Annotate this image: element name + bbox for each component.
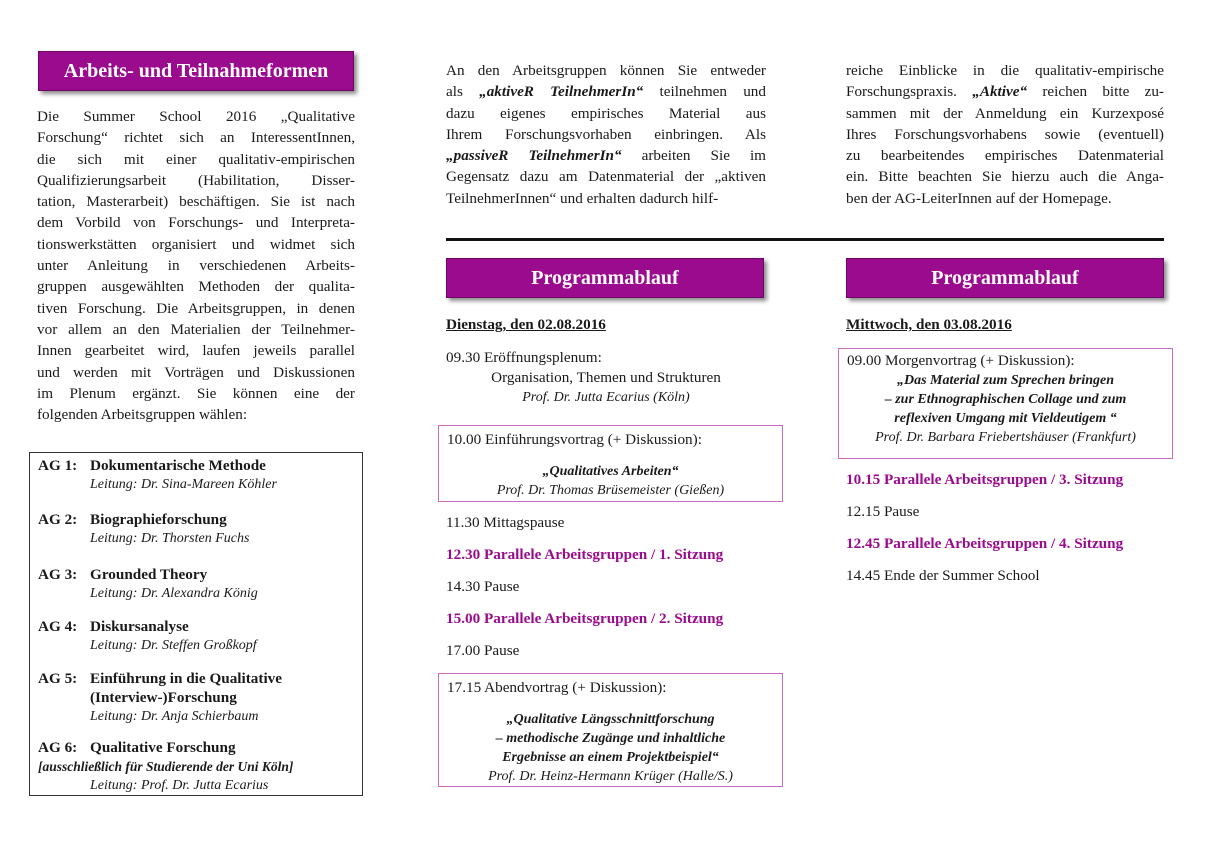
morning-talk-head: 09.00 Morgenvortrag (+ Diskussion):	[847, 352, 1075, 369]
group-number: AG 4:	[38, 618, 78, 635]
evening-talk-title-1: „Qualitative Längsschnittforschung	[506, 712, 715, 727]
intro-talk-speaker: Prof. Dr. Thomas Brüsemeister (Gießen)	[496, 483, 725, 498]
paragraph-line: Forschung“ richtet sich an InteressentInnen,	[37, 129, 355, 147]
pause-3: 12.15 Pause	[846, 503, 920, 520]
working-group-6	[38, 738, 358, 795]
intro-talk-box	[438, 425, 783, 502]
group-title: Einführung in die Qualitative	[90, 670, 282, 687]
evening-talk-box	[438, 673, 783, 787]
working-groups-box	[29, 452, 363, 796]
group-note: [ausschließlich für Studierende der Uni Köln]	[38, 759, 294, 774]
group-leader: Leitung: Dr. Steffen Großkopf	[90, 638, 257, 653]
line-text: arbeiten Sie im	[621, 147, 766, 165]
paragraph-line: Die Summer School 2016 „Qualitative	[37, 108, 355, 125]
paragraph-line: tation, Masterarbeit) beschäftigen. Sie ist nach	[37, 193, 355, 211]
paragraph-line: Qualifizierungsarbeit (Habilitation, Disser-	[37, 171, 355, 189]
evening-talk-head: 17.15 Abendvortrag (+ Diskussion):	[447, 679, 667, 696]
opening-speaker: Prof. Dr. Jutta Ecarius (Köln)	[522, 390, 690, 405]
intro-talk-head: 10.00 Einführungsvortrag (+ Diskussion):	[447, 431, 702, 448]
group-title: Dokumentarische Methode	[90, 457, 266, 474]
line-text: sammen mit der Anmeldung ein Kurzexposé	[846, 104, 1164, 122]
working-group-4	[38, 617, 358, 655]
banner-programmablauf-day2	[846, 258, 1164, 298]
group-number: AG 3:	[38, 566, 78, 583]
morning-talk-box	[838, 348, 1173, 459]
paragraph-line	[846, 81, 1164, 102]
section-divider	[446, 238, 1164, 241]
banner-label: Programmablauf	[531, 266, 679, 289]
group-title: Qualitative Forschung	[90, 739, 236, 756]
line-text: Gegensatz dazu am Datenmaterial der „aktiven	[446, 168, 766, 186]
banner-label: Programmablauf	[931, 266, 1079, 289]
paragraph-line	[446, 166, 766, 187]
paragraph-line	[846, 188, 1164, 209]
working-group-3	[38, 565, 358, 603]
line-text: Ihrem Forschungsvorhaben einbringen. Als	[446, 125, 766, 143]
session-2: 15.00 Parallele Arbeitsgruppen / 2. Sitzung	[446, 610, 724, 627]
line-text: reiche Einblicke in die qualitativ-empirische	[846, 62, 1164, 79]
paragraph-line	[446, 145, 766, 166]
group-leader: Leitung: Dr. Alexandra König	[90, 586, 258, 601]
paragraph-line: unter Anleitung in verschiedenen Arbeits-	[37, 257, 355, 275]
pause-1: 14.30 Pause	[446, 578, 520, 595]
emphasis-text: „passiveR TeilnehmerIn“	[446, 147, 622, 165]
paragraph-line	[446, 81, 766, 102]
paragraph-line: vor allem an den Materialien der Teilnehmer-	[37, 320, 355, 338]
line-text: teilnehmen und	[643, 83, 766, 101]
line-text: Forschungspraxis.	[846, 83, 973, 101]
banner-programmablauf-day1	[446, 258, 764, 298]
line-text: ein. Bitte beachten Sie hierzu auch die Anga-	[846, 168, 1164, 186]
group-leader: Leitung: Prof. Dr. Jutta Ecarius	[90, 778, 269, 793]
paragraph-line	[846, 145, 1164, 166]
paragraph-line: tionswerkstätten organisiert und widmet sich	[37, 235, 355, 253]
participation-paragraph	[446, 60, 766, 209]
paragraph-line	[846, 166, 1164, 187]
session-3: 10.15 Parallele Arbeitsgruppen / 3. Sitzung	[846, 471, 1124, 488]
morning-talk-title-1: „Das Material zum Sprechen bringen	[896, 373, 1115, 388]
paragraph-line	[846, 124, 1164, 145]
pause-2: 17.00 Pause	[446, 642, 520, 659]
group-title: Biographieforschung	[90, 511, 227, 528]
group-number: AG 5:	[38, 670, 78, 687]
line-text: als	[446, 83, 480, 101]
evening-talk-title-2: – methodische Zugänge und inhaltliche	[495, 731, 726, 746]
group-leader: Leitung: Dr. Anja Schierbaum	[90, 709, 259, 724]
opening-time: 09.30 Eröffnungsplenum:	[446, 349, 602, 366]
session-4: 12.45 Parallele Arbeitsgruppen / 4. Sitzung	[846, 535, 1124, 552]
line-text: dazu eigenes empirisches Material aus	[446, 104, 766, 122]
paragraph-line	[446, 124, 766, 145]
line-text: reichen bitte zu-	[1027, 83, 1164, 101]
paragraph-line: gruppen ausgewählten Methoden der qualita-	[37, 278, 355, 296]
paragraph-line	[846, 60, 1164, 81]
evening-talk-speaker: Prof. Dr. Heinz-Hermann Krüger (Halle/S.)	[488, 769, 733, 784]
group-number: AG 6:	[38, 739, 78, 756]
paragraph-line: Innen gearbeitet wird, laufen jeweils parallel	[37, 342, 355, 360]
emphasis-text: „Aktive“	[972, 83, 1028, 101]
paragraph-line: folgenden Arbeitsgruppen wählen:	[37, 406, 248, 424]
emphasis-text: „aktiveR TeilnehmerIn“	[479, 83, 644, 101]
line-text: ben der AG-LeiterInnen auf der Homepage.	[846, 189, 1112, 207]
morning-talk-title-2: – zur Ethnographischen Collage und zum	[884, 392, 1127, 407]
summer-school-end: 14.45 Ende der Summer School	[846, 567, 1040, 584]
group-leader: Leitung: Dr. Sina-Mareen Köhler	[90, 477, 277, 492]
line-text: An den Arbeitsgruppen können Sie entweder	[446, 62, 766, 79]
lunch-break: 11.30 Mittagspause	[446, 514, 565, 531]
paragraph-line: dem Vorbild von Forschungs- und Interpreta-	[37, 214, 355, 232]
paragraph-line	[446, 103, 766, 124]
opening-subtitle: Organisation, Themen und Strukturen	[491, 369, 721, 386]
working-group-1	[38, 456, 358, 494]
line-text: zu bearbeitendes empirisches Datenmaterial	[846, 147, 1164, 165]
group-number: AG 2:	[38, 511, 78, 528]
group-number: AG 1:	[38, 457, 78, 474]
line-text: TeilnehmerInnen“ und erhalten dadurch hilf-	[446, 189, 719, 207]
paragraph-line: und werden mit Vorträgen und Diskussionen	[37, 363, 355, 381]
day-heading-wednesday: Mittwoch, den 03.08.2016	[846, 316, 1012, 333]
intro-talk-title: „Qualitatives Arbeiten“	[542, 464, 679, 479]
intro-paragraph	[37, 106, 355, 425]
day-heading-tuesday: Dienstag, den 02.08.2016	[446, 316, 606, 333]
group-title: Diskursanalyse	[90, 618, 189, 635]
morning-talk-title-3: reflexiven Umgang mit Vieldeutigem “	[894, 411, 1117, 426]
group-leader: Leitung: Dr. Thorsten Fuchs	[90, 531, 250, 546]
group-title: Grounded Theory	[90, 566, 208, 583]
group-title-continued: (Interview-)Forschung	[90, 689, 237, 706]
line-text: Ihres Forschungsvorhabens sowie (eventuell)	[846, 125, 1164, 143]
banner-arbeits-teilnahmeformen	[38, 51, 354, 91]
paragraph-line: die sich mit einer qualitativ-empirischen	[37, 150, 355, 168]
working-group-2	[38, 510, 358, 548]
session-1: 12.30 Parallele Arbeitsgruppen / 1. Sitzung	[446, 546, 724, 563]
paragraph-line	[446, 60, 766, 81]
working-group-5	[38, 669, 358, 726]
paragraph-line: tiven Forschung. Die Arbeitsgruppen, in denen	[37, 299, 355, 317]
morning-talk-speaker: Prof. Dr. Barbara Friebertshäuser (Frankfurt)	[875, 430, 1136, 445]
paragraph-line	[446, 188, 766, 209]
banner-label: Arbeits- und Teilnahmeformen	[63, 59, 329, 82]
paragraph-line: im Plenum ergänzt. Sie können eine der	[37, 384, 355, 402]
evening-talk-title-3: Ergebnisse an einem Projektbeispiel“	[502, 750, 719, 765]
opening-plenary	[446, 348, 766, 408]
participation-paragraph-continued	[846, 60, 1164, 209]
paragraph-line	[846, 103, 1164, 124]
